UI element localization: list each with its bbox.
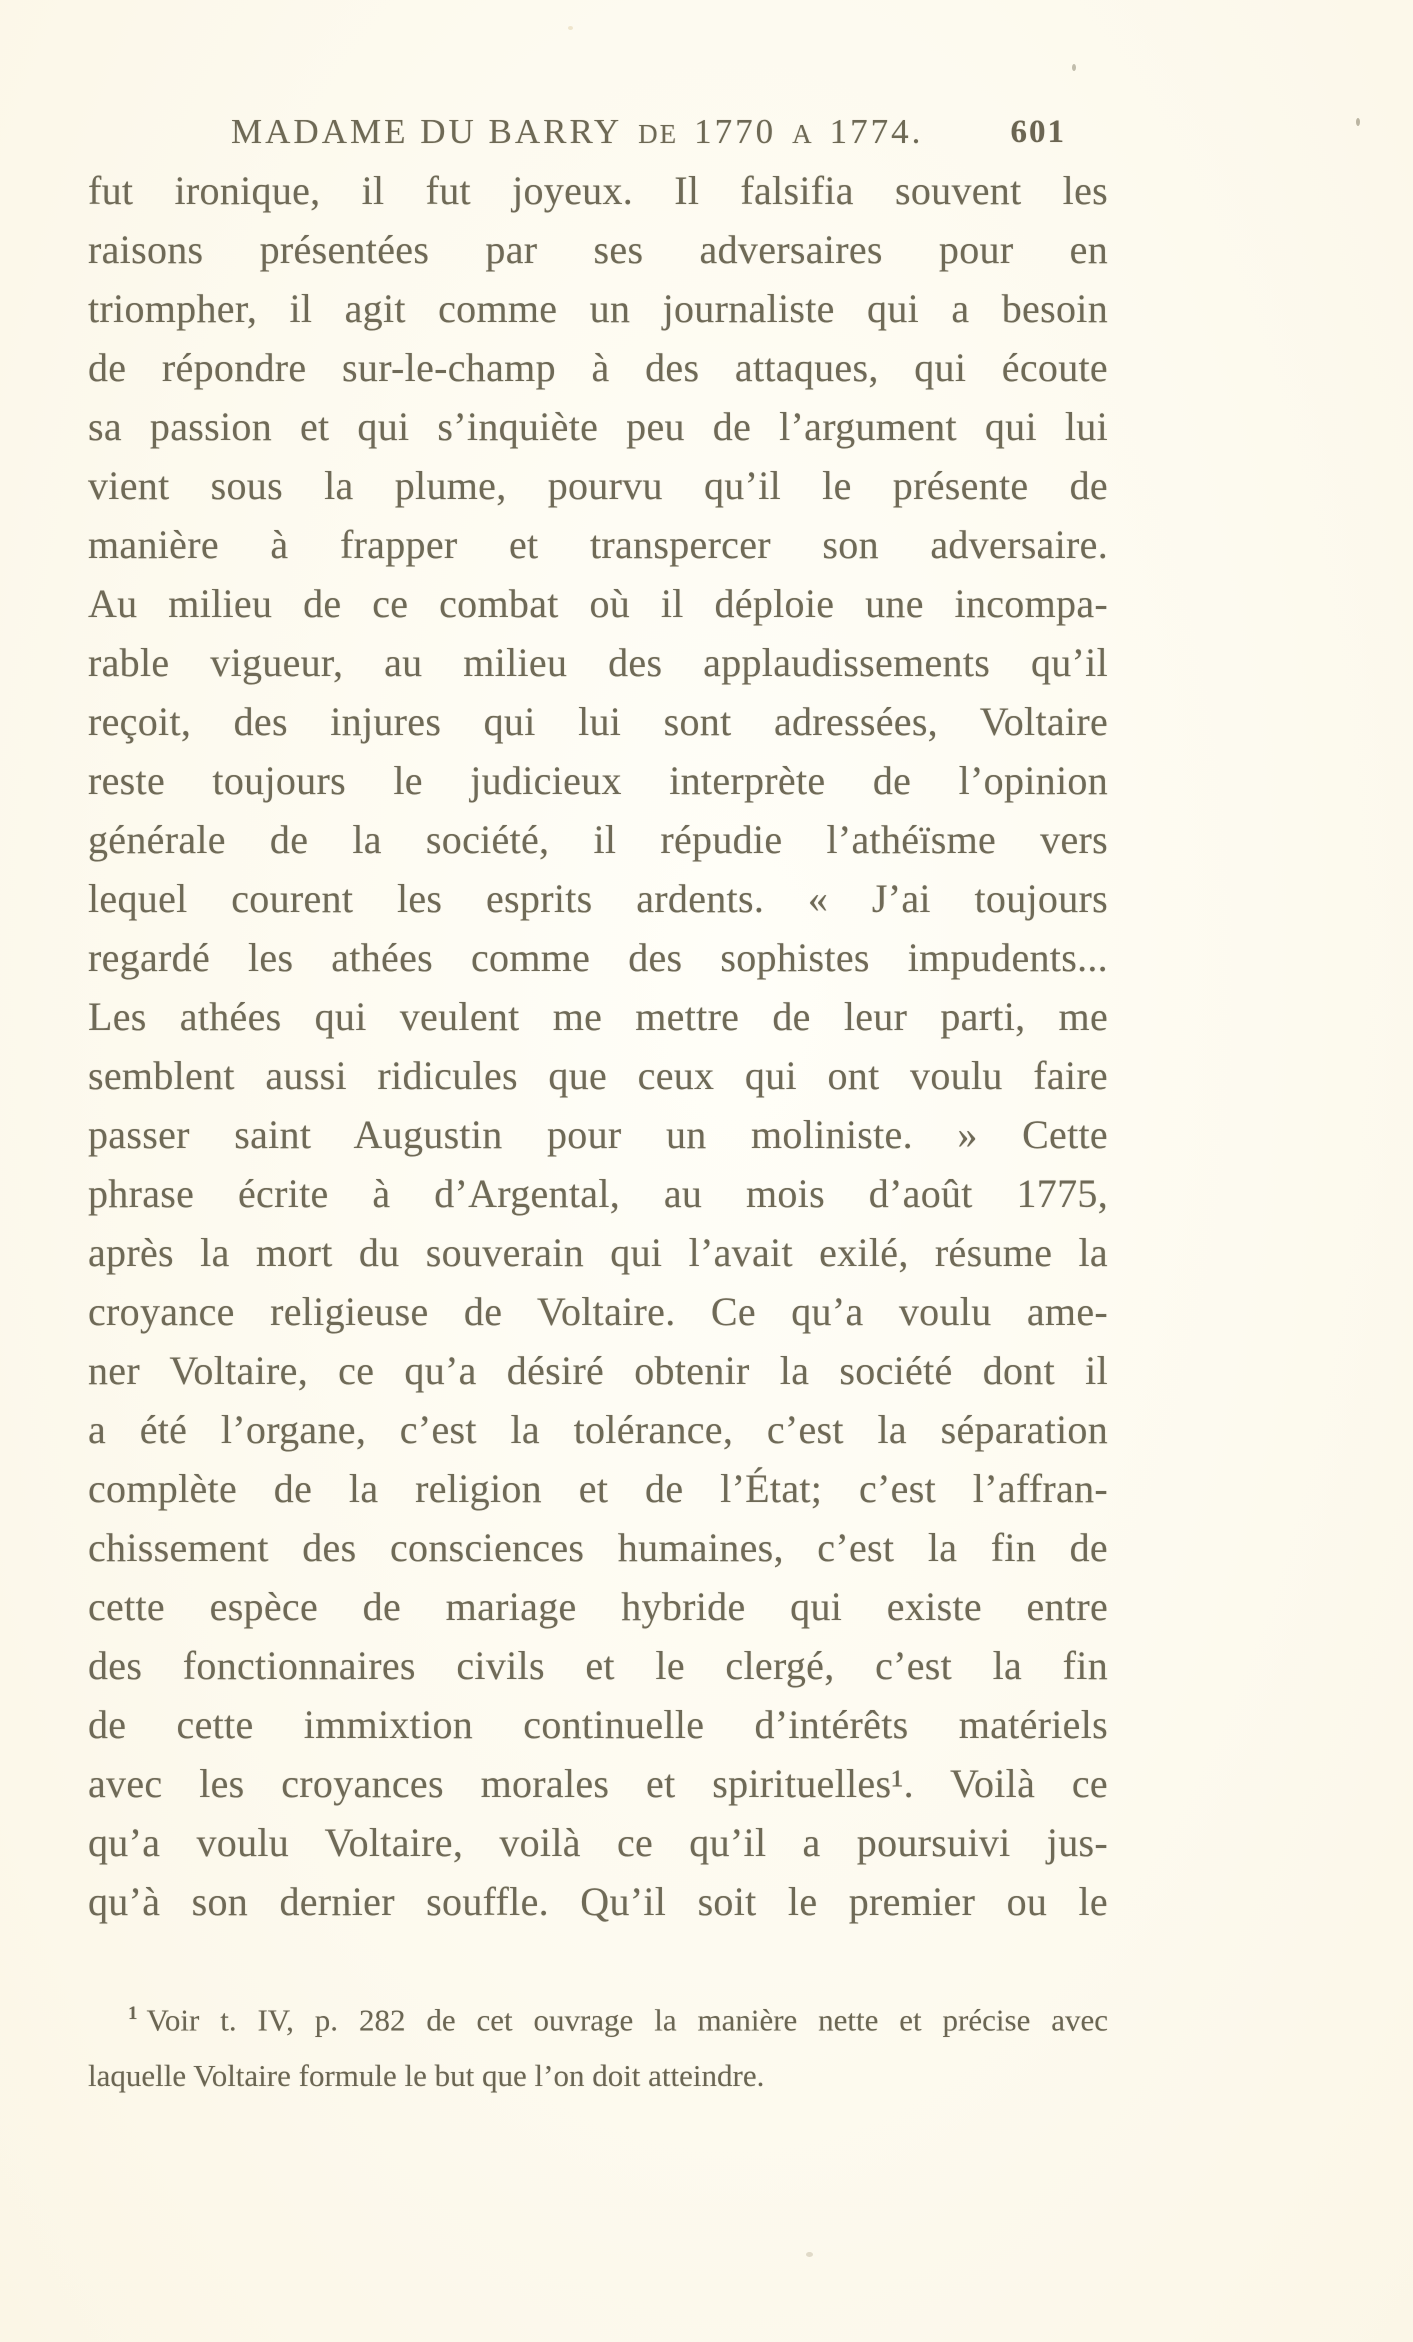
text-line: générale de la société, il répudie l’athéïsme vers <box>88 817 1108 862</box>
footnote <box>88 1986 1108 2104</box>
text-line: triompher, il agit comme un journaliste qui a besoin <box>88 286 1108 331</box>
text-line: lequel courent les esprits ardents. « J’ai toujours <box>88 876 1108 921</box>
text-line: phrase écrite à d’Argental, au mois d’août 1775, <box>88 1171 1108 1216</box>
text-line: Les athées qui veulent me mettre de leur parti, me <box>88 994 1108 1039</box>
scan-speck <box>568 26 573 30</box>
text-line: rable vigueur, au milieu des applaudissements qu’il <box>88 640 1108 685</box>
text-line: fut ironique, il fut joyeux. Il falsifia souvent les <box>88 168 1108 213</box>
text-line: reste toujours le judicieux interprète de l’opinion <box>88 758 1108 803</box>
scan-speck <box>1356 118 1360 126</box>
page-header <box>88 112 1108 158</box>
text-line: avec les croyances morales et spirituelles¹. Voilà ce <box>88 1761 1108 1806</box>
body-text <box>88 161 1108 1931</box>
text-line: cette espèce de mariage hybride qui existe entre <box>88 1584 1108 1629</box>
running-title-part: A <box>792 119 814 149</box>
text-line: de répondre sur-le-champ à des attaques, qui écoute <box>88 345 1108 390</box>
running-title <box>231 112 923 152</box>
page-number: 601 <box>1010 114 1066 150</box>
text-line: reçoit, des injures qui lui sont adressées, Voltaire <box>88 699 1108 744</box>
running-title-part: DE <box>638 119 679 149</box>
footnote-text-1: Voir t. IV, p. 282 de cet ouvrage la manière nette et précise avec <box>146 2002 1108 2038</box>
scan-speck <box>1072 64 1076 71</box>
text-line: croyance religieuse de Voltaire. Ce qu’a voulu ame- <box>88 1289 1108 1334</box>
text-line: regardé les athées comme des sophistes impudents... <box>88 935 1108 980</box>
text-line: de cette immixtion continuelle d’intérêts matériels <box>88 1702 1108 1747</box>
text-line: vient sous la plume, pourvu qu’il le présente de <box>88 463 1108 508</box>
running-title-part: 1770 <box>694 112 777 151</box>
footnote-line-2: laquelle Voltaire formule le but que l’on doit atteindre. <box>88 2058 765 2094</box>
text-line: raisons présentées par ses adversaires pour en <box>88 227 1108 272</box>
running-title-part: 1774. <box>829 112 924 151</box>
text-line: manière à frapper et transpercer son adversaire. <box>88 522 1108 567</box>
footnote-line-1 <box>88 1986 1108 2048</box>
text-line: qu’a voulu Voltaire, voilà ce qu’il a poursuivi jus- <box>88 1820 1108 1865</box>
footnote-marker: 1 <box>128 2003 138 2024</box>
text-line: semblent aussi ridicules que ceux qui ont voulu faire <box>88 1053 1108 1098</box>
text-line: passer saint Augustin pour un moliniste. » Cette <box>88 1112 1108 1157</box>
text-line: chissement des consciences humaines, c’est la fin de <box>88 1525 1108 1570</box>
text-line: Au milieu de ce combat où il déploie une incompa- <box>88 581 1108 626</box>
text-line: après la mort du souverain qui l’avait exilé, résume la <box>88 1230 1108 1275</box>
text-line: a été l’organe, c’est la tolérance, c’est la séparation <box>88 1407 1108 1452</box>
text-line: ner Voltaire, ce qu’a désiré obtenir la société dont il <box>88 1348 1108 1393</box>
text-line: complète de la religion et de l’État; c’est l’affran- <box>88 1466 1108 1511</box>
text-line: des fonctionnaires civils et le clergé, c’est la fin <box>88 1643 1108 1688</box>
text-line: qu’à son dernier souffle. Qu’il soit le premier ou le <box>88 1879 1108 1924</box>
running-title-part: MADAME DU BARRY <box>231 112 623 151</box>
scan-speck <box>806 2252 813 2257</box>
text-line: sa passion et qui s’inquiète peu de l’argument qui lui <box>88 404 1108 449</box>
